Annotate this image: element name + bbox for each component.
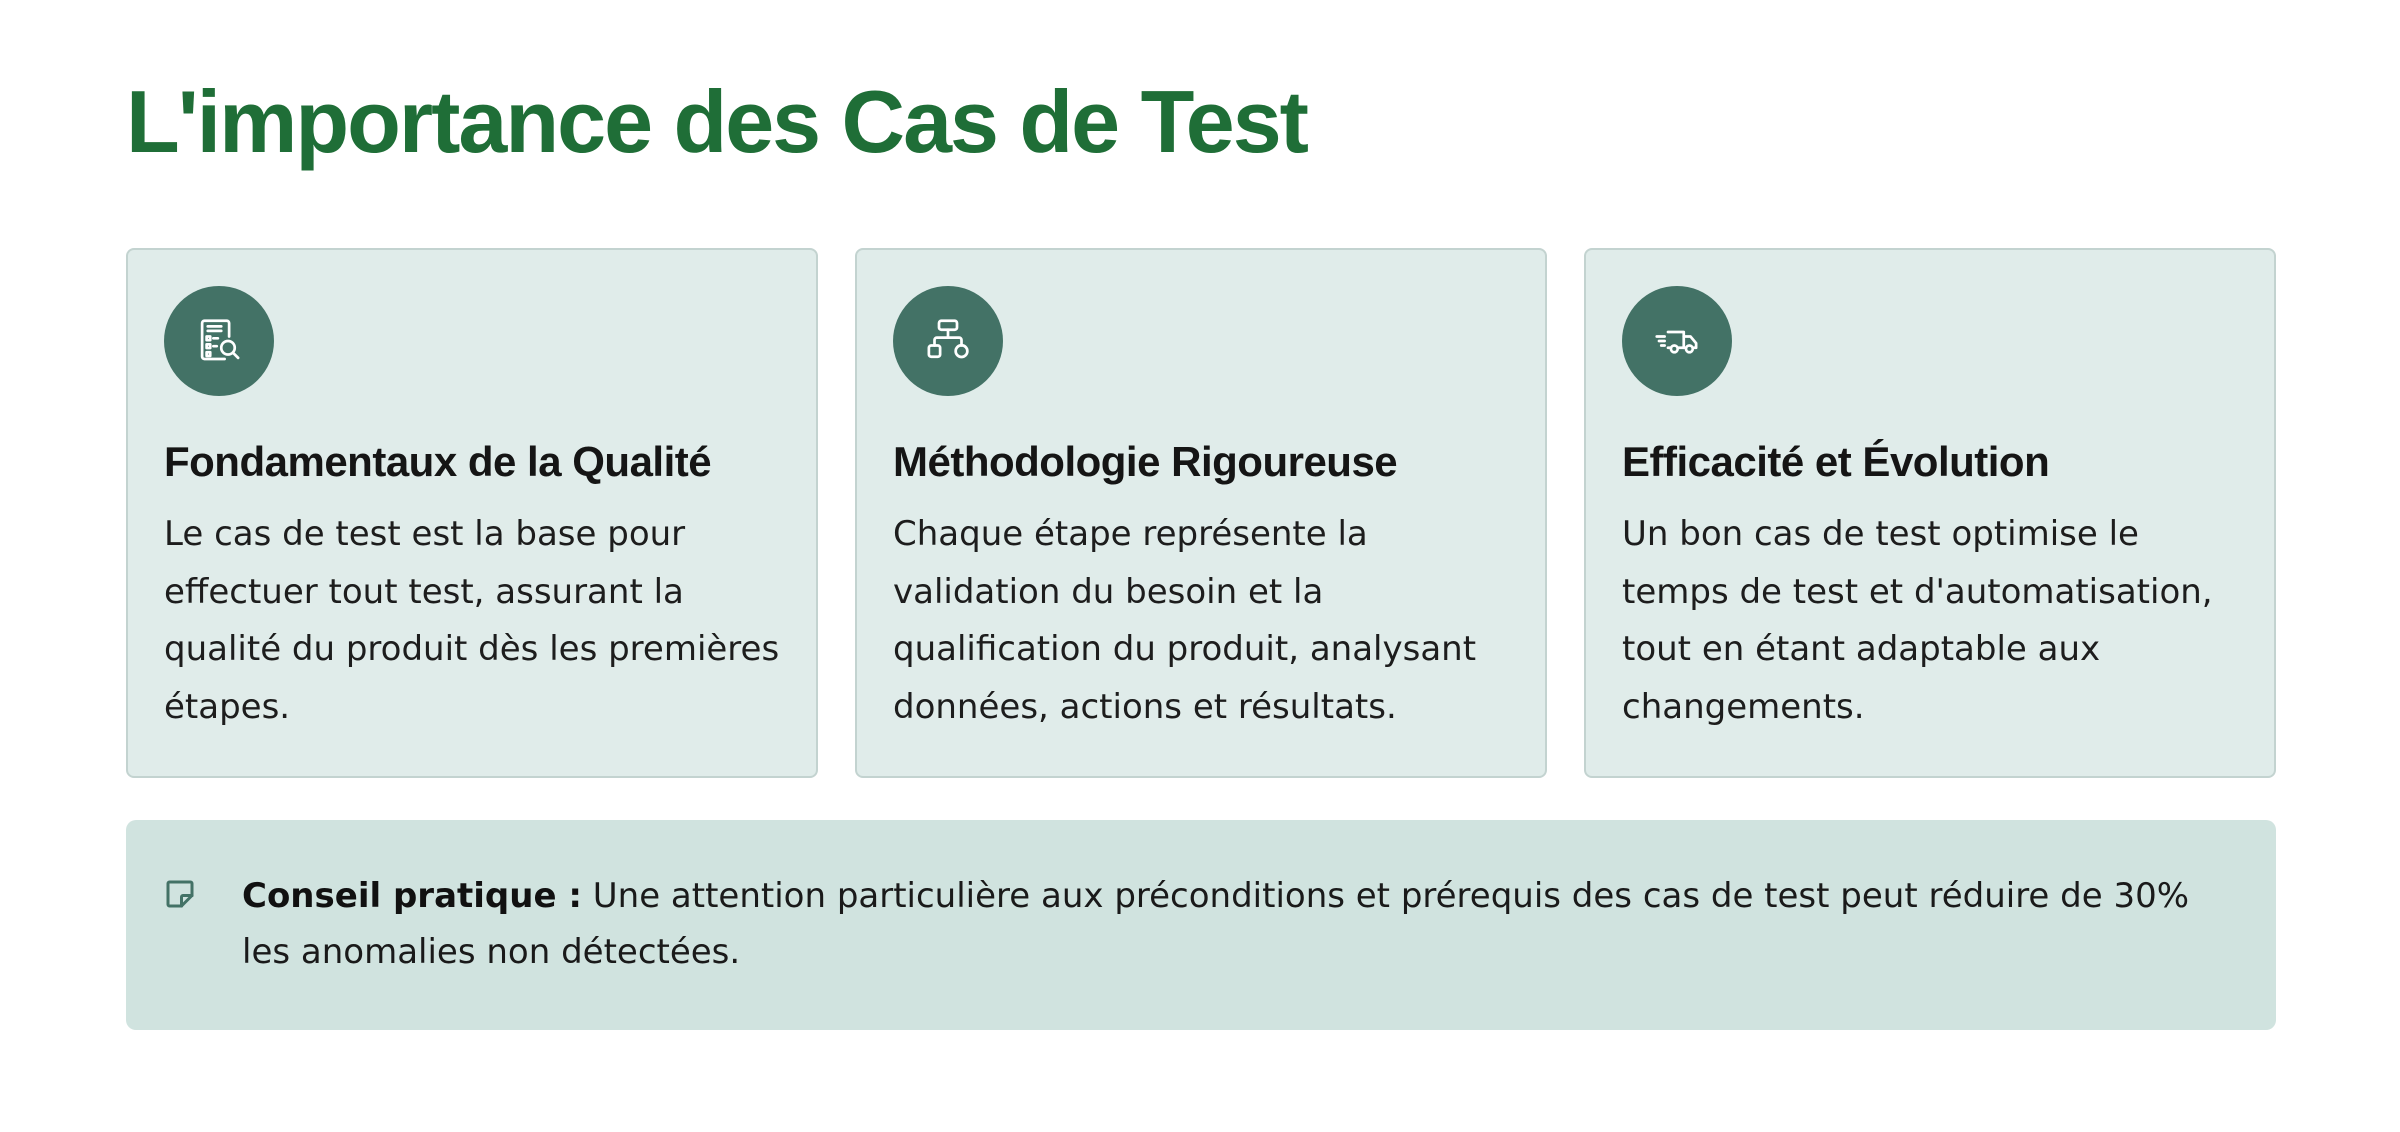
truck-delivery-icon xyxy=(1650,314,1704,368)
report-search-icon xyxy=(192,314,246,368)
tip-body: Une attention particulière aux préconditions et prérequis des cas de test peut réduire de 30% les anomalies non détectées. xyxy=(242,876,2190,972)
card-text: Le cas de test est la base pour effectuer tout test, assurant la qualité du produit dès les premières étapes. xyxy=(164,514,780,727)
card-title: Méthodologie Rigoureuse xyxy=(893,438,1398,485)
card-icon-circle xyxy=(164,286,274,396)
cards-row xyxy=(126,248,2276,778)
card-methodology xyxy=(855,248,1547,778)
note-icon xyxy=(162,876,198,912)
card-efficiency xyxy=(1584,248,2276,778)
tip-text xyxy=(242,868,2240,980)
card-title: Fondamentaux de la Qualité xyxy=(164,438,712,485)
tip-label: Conseil pratique : xyxy=(242,876,582,916)
card-icon-circle xyxy=(1622,286,1732,396)
card-icon-circle xyxy=(893,286,1003,396)
page-title: L'importance des Cas de Test xyxy=(126,72,1307,171)
card-title: Efficacité et Évolution xyxy=(1622,438,2050,485)
card-quality xyxy=(126,248,818,778)
tip-box xyxy=(126,820,2276,1030)
card-text: Un bon cas de test optimise le temps de test et d'automatisation, tout en étant adaptable aux changements. xyxy=(1622,514,2213,727)
card-text: Chaque étape représente la validation du besoin et la qualification du produit, analysant données, actions et résultats. xyxy=(893,514,1477,727)
hierarchy-icon xyxy=(921,314,975,368)
